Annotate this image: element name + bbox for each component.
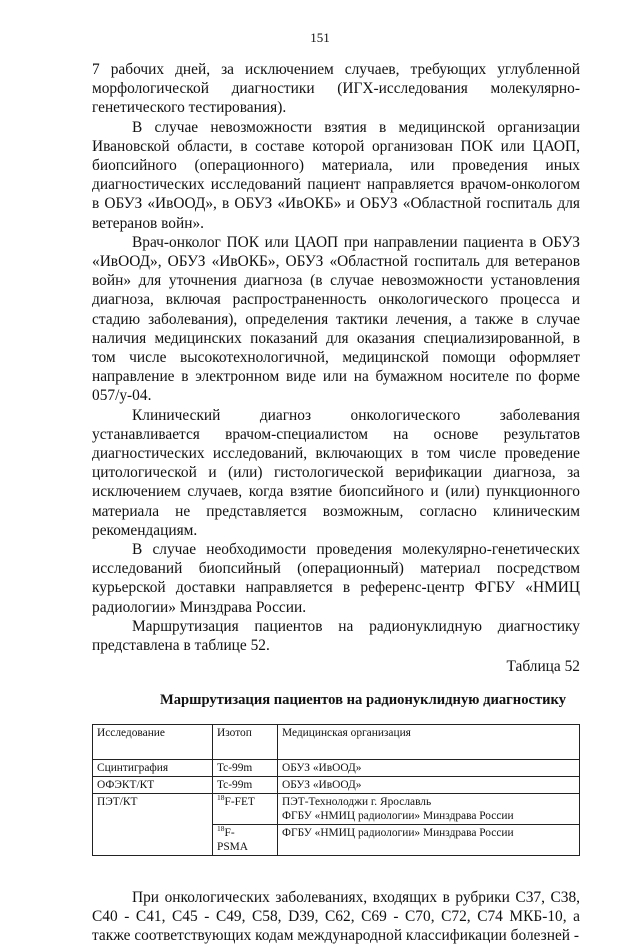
cell-isotope-fet [213, 793, 278, 824]
cell-organization-psma: ФГБУ «НМИЦ радиологии» Минздрава России [278, 824, 580, 855]
mass-number: 18 [217, 823, 225, 833]
table-row [93, 793, 580, 824]
paragraph-2: В случае невозможности взятия в медицинской организации Ивановской области, в составе которой организован ПОК или ЦАОП, биопсийного (операционного) материала, или проведения иных диагностических исследований пациент направляется врачом-онкологом в ОБУЗ «ИвООД», в ОБУЗ «ИвОКБ» и ОБУЗ «Областной госпиталь для ветеранов войн». [92, 118, 580, 232]
cell-isotope-psma [213, 824, 278, 855]
organization-line: ПЭТ-Технолоджи г. Ярославль [282, 795, 432, 808]
header-organization: Медицинская организация [278, 724, 580, 759]
paragraph-4: Клинический диагноз онкологического заболевания устанавливается врачом-специалистом на основе результатов диагностических исследований, включающих в том числе проведение цитологической и (или) гистологической верификации диагноза, за исключением случаев, когда взятие биопсийного и (или) пункционного материала не представляется возможным, согласно клиническим рекомендациям. [92, 406, 580, 539]
cell-isotope: Tc-99m [213, 776, 278, 793]
isotope-name: F-FET [224, 795, 255, 808]
organization-line: ФГБУ «НМИЦ радиологии» Минздрава России [282, 809, 514, 822]
isotope-name-continued: PSMA [217, 840, 249, 853]
page-number: 151 [310, 30, 330, 45]
table-header-row [93, 724, 580, 759]
cell-study: ОФЭКТ/КТ [93, 776, 213, 793]
cell-organization: ОБУЗ «ИвООД» [278, 759, 580, 776]
cell-organization: ОБУЗ «ИвООД» [278, 776, 580, 793]
cell-study-pet: ПЭТ/КТ [93, 793, 213, 855]
header-isotope: Изотоп [213, 724, 278, 759]
paragraph-3: Врач-онколог ПОК или ЦАОП при направлении пациента в ОБУЗ «ИвООД», ОБУЗ «ИвОКБ», ОБУЗ «Областной госпиталь для ветеранов войн» для уточнения диагноза (в случае невозможности установления диагноза, включая распространенность онкологического процесса и стадию заболевания), определения тактики лечения, а также в случае наличия медицинских показаний для оказания специализированной, в том числе высокотехнологичной, медицинской помощи оформляет направление в электронном виде или на бумажном носителе по форме 057/у-04. [92, 233, 580, 405]
paragraph-1: 7 рабочих дней, за исключением случаев, требующих углубленной морфологической диагностики (ИГХ-исследования молекулярно-генетического тестирования). [92, 61, 580, 117]
cell-isotope: Tc-99m [213, 759, 278, 776]
table-title: Маршрутизация пациентов на радионуклидную диагностику [159, 691, 567, 708]
cell-study: Сцинтиграфия [93, 759, 213, 776]
table-label: Таблица 52 [506, 658, 580, 676]
table-row [93, 776, 580, 793]
paragraph-5: В случае необходимости проведения молекулярно-генетических исследований биопсийный (операционный) материал посредством курьерской доставки направляется в референс-центр ФГБУ «НМИЦ радиологии» Минздрава России. [92, 541, 580, 616]
isotope-name: F- [224, 826, 235, 839]
paragraph-7: При онкологических заболеваниях, входящих в рубрики С37, С38, С40 - С41, С45 - С49, С58, D39, С62, С69 - С70, С72, С74 МКБ-10, а также соответствующих кодам международной классификации болезней - [92, 888, 580, 945]
header-study: Исследование [93, 724, 213, 759]
routing-table [92, 724, 580, 856]
document-body [92, 60, 580, 945]
paragraph-6: Маршрутизация пациентов на радионуклидную диагностику представлена в таблице 52. [92, 617, 580, 655]
cell-organization-fet [278, 793, 580, 824]
table-row [93, 759, 580, 776]
mass-number: 18 [217, 792, 225, 802]
